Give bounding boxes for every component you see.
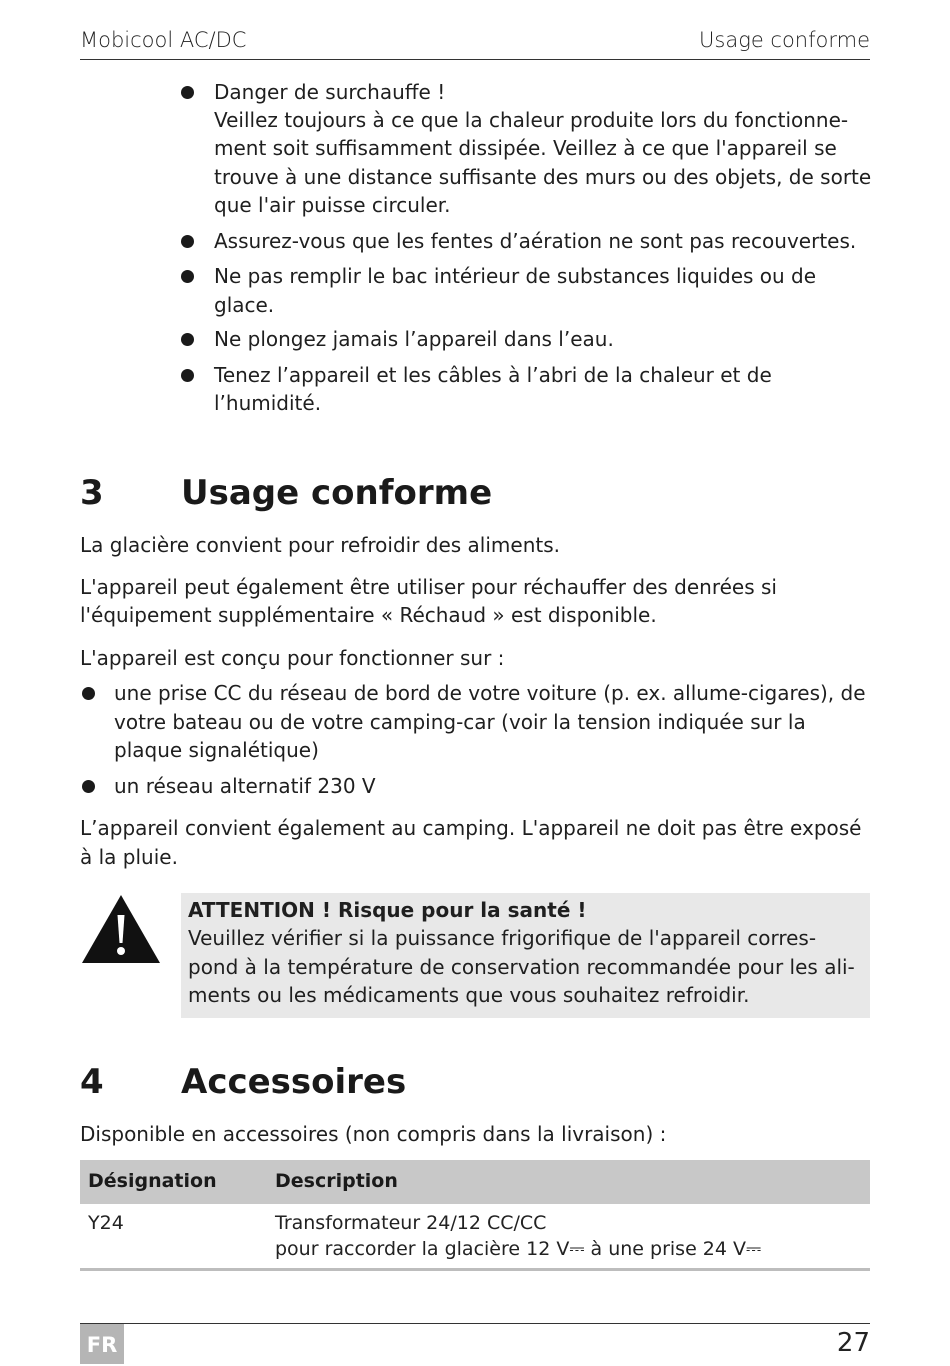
table-cell-description: Transformateur 24/12 CC/CC bbox=[275, 1212, 547, 1234]
section-number: 3 bbox=[80, 473, 104, 513]
safety-item-text: Assurez-vous que les fentes d’aération ne sont pas recouvertes. bbox=[214, 229, 857, 253]
section-title: Accessoires bbox=[181, 1062, 407, 1102]
table-header-designation: Désignation bbox=[88, 1170, 217, 1192]
section-title: Usage conforme bbox=[181, 473, 493, 513]
list-item-text: votre bateau ou de votre camping-car (voir la tension indiquée sur la bbox=[114, 710, 806, 734]
paragraph: L'appareil est conçu pour fonctionner sur : bbox=[80, 646, 505, 670]
running-header-left: Mobicool AC/DC bbox=[80, 28, 247, 52]
safety-item-text: Tenez l’appareil et les câbles à l’abri de la chaleur et de bbox=[214, 363, 772, 387]
list-item-text: plaque signalétique) bbox=[114, 738, 319, 762]
bullet-icon bbox=[82, 687, 95, 700]
table-cell-description: pour raccorder la glacière 12 V⎓ à une prise 24 V⎓ bbox=[275, 1238, 762, 1260]
table-cell-designation: Y24 bbox=[88, 1212, 124, 1234]
table-bottom-border bbox=[80, 1268, 870, 1271]
bullet-icon bbox=[181, 369, 194, 382]
paragraph: La glacière convient pour refroidir des aliments. bbox=[80, 533, 560, 557]
bullet-icon bbox=[181, 333, 194, 346]
safety-item-text: Veillez toujours à ce que la chaleur produite lors du fonctionne- bbox=[214, 108, 849, 132]
safety-item-text: l’humidité. bbox=[214, 391, 322, 415]
list-item-text: une prise CC du réseau de bord de votre voiture (p. ex. allume-cigares), de bbox=[114, 681, 866, 705]
bullet-icon bbox=[181, 86, 194, 99]
safety-item-text: ment soit suffisamment dissipée. Veillez à ce que l'appareil se bbox=[214, 136, 837, 160]
paragraph: à la pluie. bbox=[80, 845, 178, 869]
paragraph: l'équipement supplémentaire « Réchaud » est disponible. bbox=[80, 603, 657, 627]
safety-item-text: Ne pas remplir le bac intérieur de substances liquides ou de bbox=[214, 264, 817, 288]
warning-text: Veuillez vérifier si la puissance frigorifique de l'appareil corres- bbox=[188, 926, 817, 950]
table-header-description: Description bbox=[275, 1170, 398, 1192]
list-item-text: un réseau alternatif 230 V bbox=[114, 774, 376, 798]
bullet-icon bbox=[181, 270, 194, 283]
bullet-icon bbox=[82, 780, 95, 793]
safety-list bbox=[0, 0, 950, 420]
paragraph: L’appareil convient également au camping. L'appareil ne doit pas être exposé bbox=[80, 816, 862, 840]
safety-item-text: glace. bbox=[214, 293, 275, 317]
language-badge: FR bbox=[80, 1324, 124, 1364]
safety-item-text: que l'air puisse circuler. bbox=[214, 193, 451, 217]
running-header-right: Usage conforme bbox=[699, 28, 870, 52]
warning-triangle-icon bbox=[80, 893, 162, 965]
page-number: 27 bbox=[836, 1328, 870, 1358]
warning-text: pond à la température de conservation recommandée pour les ali- bbox=[188, 955, 855, 979]
warning-text: ments ou les médicaments que vous souhaitez refroidir. bbox=[188, 983, 750, 1007]
warning-title: ATTENTION ! Risque pour la santé ! bbox=[188, 898, 587, 922]
safety-item-text: Danger de surchauffe ! bbox=[214, 80, 446, 104]
paragraph: L'appareil peut également être utiliser pour réchauffer des denrées si bbox=[80, 575, 777, 599]
footer-divider bbox=[80, 1323, 870, 1324]
section-number: 4 bbox=[80, 1062, 104, 1102]
safety-item-text: Ne plongez jamais l’appareil dans l’eau. bbox=[214, 327, 614, 351]
bullet-icon bbox=[181, 235, 194, 248]
paragraph: Disponible en accessoires (non compris dans la livraison) : bbox=[80, 1122, 667, 1146]
safety-item-text: trouve à une distance suffisante des murs ou des objets, de sorte bbox=[214, 165, 872, 189]
